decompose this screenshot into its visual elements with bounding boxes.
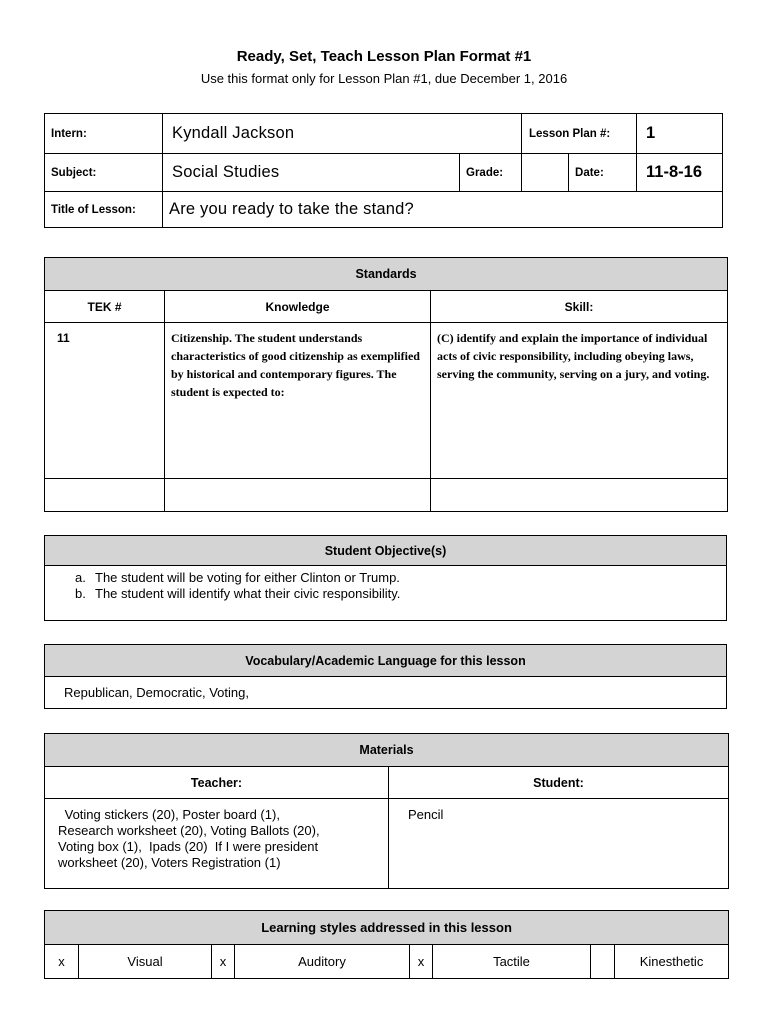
lesson-plan-label: Lesson Plan #: <box>522 114 637 154</box>
kinesthetic-label: Kinesthetic <box>615 945 729 979</box>
table-row <box>45 479 728 512</box>
auditory-checkbox[interactable]: x <box>212 945 235 979</box>
title-of-lesson-value: Are you ready to take the stand? <box>163 192 723 228</box>
intern-label: Intern: <box>45 114 163 154</box>
lesson-info-table <box>44 113 723 228</box>
vocabulary-heading: Vocabulary/Academic Language for this lesson <box>45 645 727 677</box>
student-column-header: Student: <box>389 767 729 799</box>
document-subtitle: Use this format only for Lesson Plan #1, due December 1, 2016 <box>200 71 568 86</box>
list-item: b. The student will identify what their civic responsibility. <box>75 586 401 601</box>
tek-column-header: TEK # <box>45 291 165 323</box>
standards-heading: Standards <box>45 258 728 291</box>
skill-cell <box>431 479 728 512</box>
visual-checkbox[interactable]: x <box>45 945 79 979</box>
tactile-checkbox[interactable]: x <box>410 945 433 979</box>
skill-cell: (C) identify and explain the importance of individual acts of civic responsibility, including obeying laws, serving the community, serving on a jury, and voting. <box>431 323 728 479</box>
objectives-table <box>44 535 727 621</box>
document-title: Ready, Set, Teach Lesson Plan Format #1 <box>236 48 532 65</box>
learning-styles-table <box>44 910 729 979</box>
date-label: Date: <box>569 154 637 192</box>
visual-label: Visual <box>79 945 212 979</box>
student-materials: Pencil <box>389 799 729 889</box>
subject-label: Subject: <box>45 154 163 192</box>
vocabulary-table <box>44 644 727 709</box>
date-value: 11-8-16 <box>637 154 723 192</box>
teacher-materials: Voting stickers (20), Poster board (1), Research worksheet (20), Voting Ballots (20), Voting box (1), Ipads (20) If I were president worksheet (20), Voters Registration (1) <box>45 799 389 889</box>
standards-table <box>44 257 728 512</box>
table-row <box>45 323 728 479</box>
kinesthetic-checkbox[interactable] <box>591 945 615 979</box>
objectives-list <box>45 566 727 621</box>
tactile-label: Tactile <box>433 945 591 979</box>
skill-column-header: Skill: <box>431 291 728 323</box>
learning-styles-heading: Learning styles addressed in this lesson <box>45 911 729 945</box>
tek-cell: 11 <box>45 323 165 479</box>
auditory-label: Auditory <box>235 945 410 979</box>
grade-label: Grade: <box>460 154 522 192</box>
lesson-plan-value: 1 <box>637 114 723 154</box>
knowledge-cell: Citizenship. The student understands characteristics of good citizenship as exemplified by historical and contemporary figures. The student is expected to: <box>165 323 431 479</box>
materials-heading: Materials <box>45 734 729 767</box>
materials-table <box>44 733 729 889</box>
list-item: a. The student will be voting for either Clinton or Trump. <box>75 570 400 585</box>
vocabulary-text: Republican, Democratic, Voting, <box>45 677 727 709</box>
grade-value <box>522 154 569 192</box>
intern-value: Kyndall Jackson <box>163 114 522 154</box>
knowledge-cell <box>165 479 431 512</box>
knowledge-column-header: Knowledge <box>165 291 431 323</box>
subject-value: Social Studies <box>163 154 460 192</box>
title-of-lesson-label: Title of Lesson: <box>45 192 163 228</box>
tek-cell <box>45 479 165 512</box>
objectives-heading: Student Objective(s) <box>45 536 727 566</box>
teacher-column-header: Teacher: <box>45 767 389 799</box>
